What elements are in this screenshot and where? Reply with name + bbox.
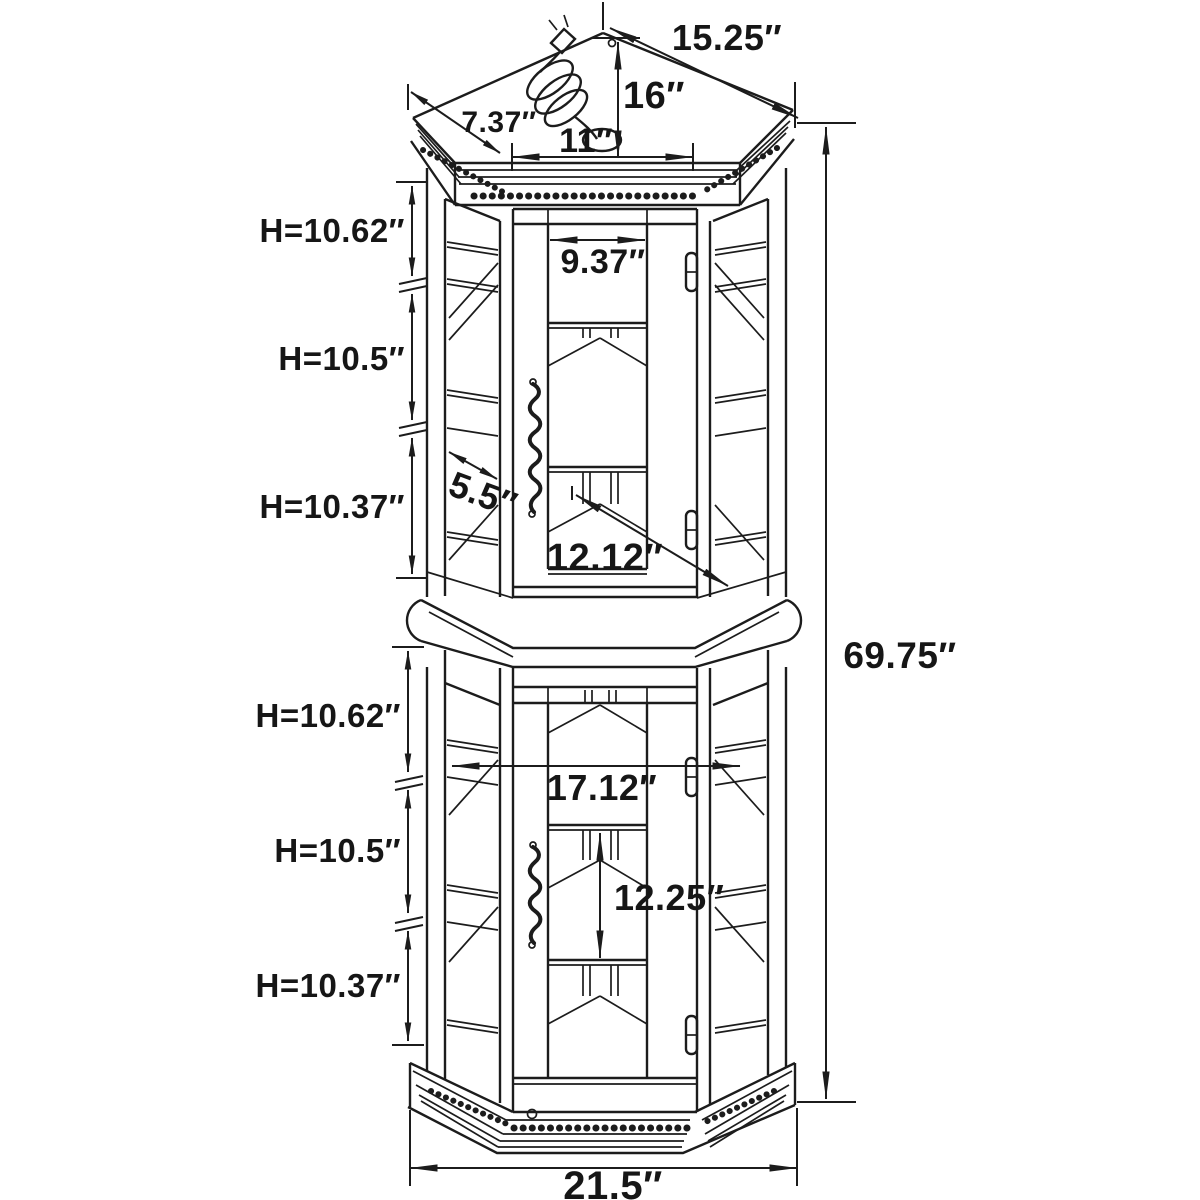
dim-lower-height-chain bbox=[256, 647, 425, 1045]
dim-label-upper-interior-width: 9.37″ bbox=[560, 243, 646, 281]
dim-label-upper-comp2: H=10.5″ bbox=[278, 340, 405, 377]
dim-label-top-front-diagonal: 15.25″ bbox=[671, 17, 783, 58]
dim-label-base-width: 21.5″ bbox=[563, 1164, 663, 1200]
dim-label-lower-comp3: H=10.37″ bbox=[255, 967, 401, 1004]
dim-label-top-front-width: 11″ bbox=[559, 122, 613, 160]
dim-label-overall-height: 69.75″ bbox=[843, 635, 957, 676]
dim-label-upper-comp1: H=10.62″ bbox=[259, 212, 405, 249]
dim-label-upper-comp3: H=10.37″ bbox=[259, 488, 405, 525]
dim-upper-interior-width bbox=[550, 240, 645, 281]
dim-label-lower-comp1: H=10.62″ bbox=[255, 697, 401, 734]
dim-label-shelf-diagonal: 12.12″ bbox=[546, 537, 664, 579]
dim-label-top-side-edge: 7.37″ bbox=[461, 106, 537, 139]
dim-label-lower-interior-width: 17.12″ bbox=[546, 767, 658, 808]
dim-label-lower-clear-height: 12.25″ bbox=[614, 877, 725, 918]
dim-label-lower-comp2: H=10.5″ bbox=[274, 832, 401, 869]
dim-label-side-glass-width: 5.5″ bbox=[443, 463, 523, 526]
dim-label-top-depth: 16″ bbox=[623, 75, 685, 117]
